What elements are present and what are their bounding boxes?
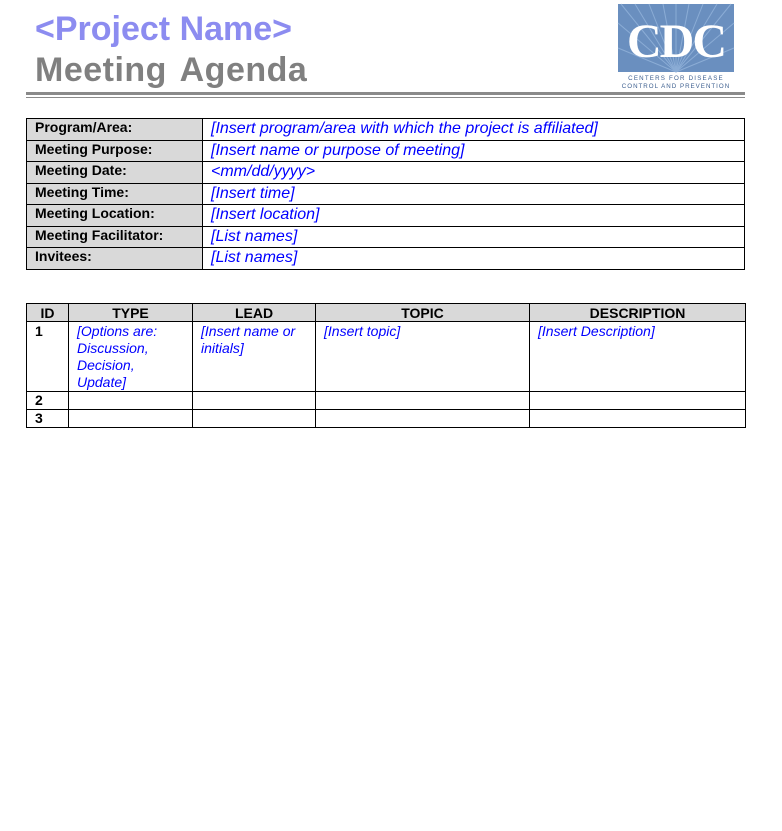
topic-cell[interactable] — [316, 410, 530, 428]
topic-cell[interactable] — [316, 392, 530, 410]
column-header-topic: TOPIC — [316, 304, 530, 322]
info-row-program — [27, 119, 745, 141]
lead-cell[interactable] — [193, 392, 316, 410]
info-label: Invitees: — [27, 248, 203, 270]
cdc-logo — [617, 3, 735, 91]
table-row — [27, 392, 746, 410]
column-header-id: ID — [27, 304, 69, 322]
info-row-facilitator — [27, 226, 745, 248]
agenda-header-row — [27, 304, 746, 322]
row-id: 2 — [27, 392, 69, 410]
info-row-invitees — [27, 248, 745, 270]
header-rule-thick — [26, 92, 745, 95]
agenda-table — [26, 303, 746, 428]
description-cell[interactable] — [530, 392, 746, 410]
table-row — [27, 410, 746, 428]
topic-cell[interactable]: [Insert topic] — [316, 322, 530, 392]
meeting-info-table — [26, 118, 745, 270]
info-row-purpose — [27, 140, 745, 162]
info-label: Meeting Facilitator: — [27, 226, 203, 248]
description-cell[interactable]: [Insert Description] — [530, 322, 746, 392]
info-row-location — [27, 205, 745, 227]
info-label: Meeting Date: — [27, 162, 203, 184]
info-value[interactable]: [List names] — [203, 226, 745, 248]
info-label: Program/Area: — [27, 119, 203, 141]
column-header-type: TYPE — [69, 304, 193, 322]
type-cell[interactable] — [69, 410, 193, 428]
type-cell[interactable] — [69, 392, 193, 410]
description-cell[interactable] — [530, 410, 746, 428]
row-id: 3 — [27, 410, 69, 428]
info-value[interactable]: [Insert time] — [203, 183, 745, 205]
info-value[interactable]: [List names] — [203, 248, 745, 270]
document-title: Meeting Agenda — [35, 51, 308, 89]
info-value[interactable]: <mm/dd/yyyy> — [203, 162, 745, 184]
row-id: 1 — [27, 322, 69, 392]
lead-cell[interactable] — [193, 410, 316, 428]
info-row-date — [27, 162, 745, 184]
type-cell[interactable]: [Options are: Discussion, Decision, Update] — [69, 322, 193, 392]
info-label: Meeting Purpose: — [27, 140, 203, 162]
info-label: Meeting Location: — [27, 205, 203, 227]
info-value[interactable]: [Insert name or purpose of meeting] — [203, 140, 745, 162]
info-label: Meeting Time: — [27, 183, 203, 205]
info-value[interactable]: [Insert program/area with which the project is affiliated] — [203, 119, 745, 141]
lead-cell[interactable]: [Insert name or initials] — [193, 322, 316, 392]
logo-caption-line2: CONTROL AND PREVENTION — [621, 83, 731, 90]
logo-letters: CDC — [627, 15, 725, 68]
column-header-description: DESCRIPTION — [530, 304, 746, 322]
info-row-time — [27, 183, 745, 205]
header-rule-thin — [26, 97, 745, 98]
project-name: <Project Name> — [35, 10, 293, 48]
info-value[interactable]: [Insert location] — [203, 205, 745, 227]
table-row — [27, 322, 746, 392]
logo-caption-line1: CENTERS FOR DISEASE — [628, 75, 724, 82]
column-header-lead: LEAD — [193, 304, 316, 322]
